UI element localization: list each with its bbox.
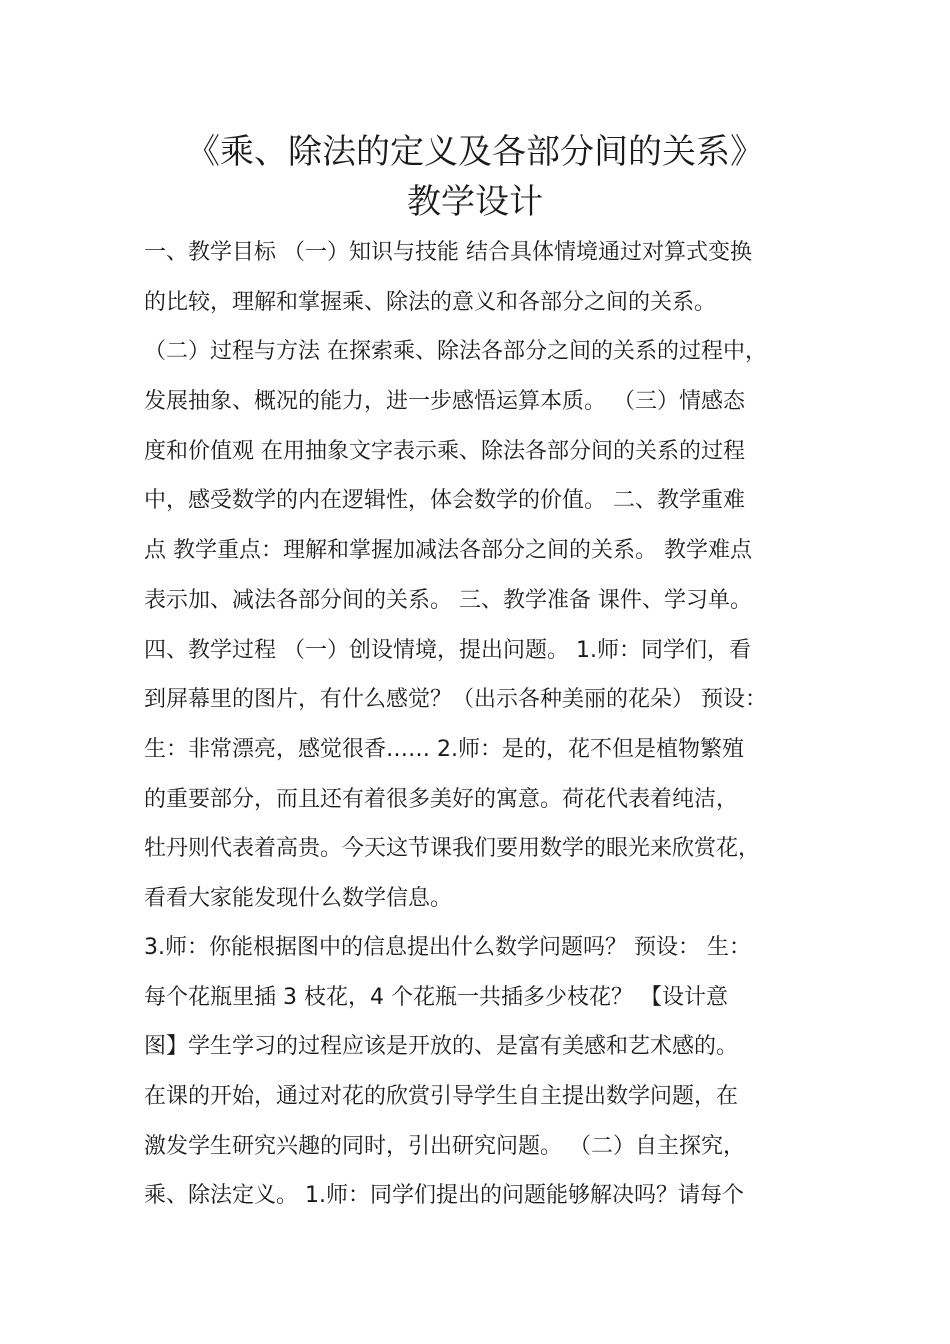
text-line: 图】学生学习的过程应该是开放的、是富有美感和艺术感的。 [144, 1034, 739, 1060]
text-line: （二）过程与方法 在探索乘、除法各部分之间的关系的过程中， [144, 339, 767, 365]
text-line: 到屏幕里的图片，有什么感觉？（出示各种美丽的花朵） 预设： [144, 687, 767, 713]
body-paragraph-1 [144, 228, 824, 924]
body-paragraph-2 [144, 923, 824, 1221]
text-line: 生：非常漂亮，感觉很香…… 2.师：是的，花不但是植物繁殖 [144, 736, 744, 762]
text-line: 一、教学目标 （一）知识与技能 结合具体情境通过对算式变换 [144, 240, 752, 265]
text-line: 乘、除法定义。 1.师：同学们提出的问题能够解决吗？请每个 [144, 1183, 744, 1209]
text-line: 四、教学过程 （一）创设情境，提出问题。 1.师：同学们，看 [144, 637, 751, 663]
text-line: 表示加、减法各部分间的关系。 三、教学准备 课件、学习单。 [144, 587, 752, 613]
text-line: 激发学生研究兴趣的同时，引出研究问题。 （二）自主探究， [144, 1133, 745, 1159]
text-line: 度和价值观 在用抽象文字表示乘、除法各部分间的关系的过程 [144, 438, 745, 464]
text-line: 3.师：你能根据图中的信息提出什么数学问题吗？ 预设： 生： [144, 935, 751, 960]
text-line: 牡丹则代表着高贵。今天这节课我们要用数学的眼光来欣赏花， [144, 836, 761, 862]
text-line: 在课的开始，通过对花的欣赏引导学生自主提出数学问题，在 [144, 1084, 739, 1110]
text-line: 每个花瓶里插 3 枝花，4 个花瓶一共插多少枝花？ 【设计意 [144, 984, 728, 1010]
text-line: 中，感受数学的内在逻辑性，体会数学的价值。 二、教学重难 [144, 488, 745, 514]
text-line: 点 教学重点：理解和掌握加减法各部分之间的关系。 教学难点 [144, 538, 752, 564]
document-title: 《乘、除法的定义及各部分间的关系》 [186, 132, 764, 172]
text-line: 发展抽象、概况的能力，进一步感悟运算本质。 （三）情感态 [144, 389, 745, 415]
text-line: 的重要部分，而且还有着很多美好的寓意。荷花代表着纯洁， [144, 786, 739, 812]
document-subtitle: 教学设计 [407, 182, 543, 222]
text-line: 的比较，理解和掌握乘、除法的意义和各部分之间的关系。 [144, 289, 717, 315]
text-line: 看看大家能发现什么数学信息。 [144, 885, 453, 911]
